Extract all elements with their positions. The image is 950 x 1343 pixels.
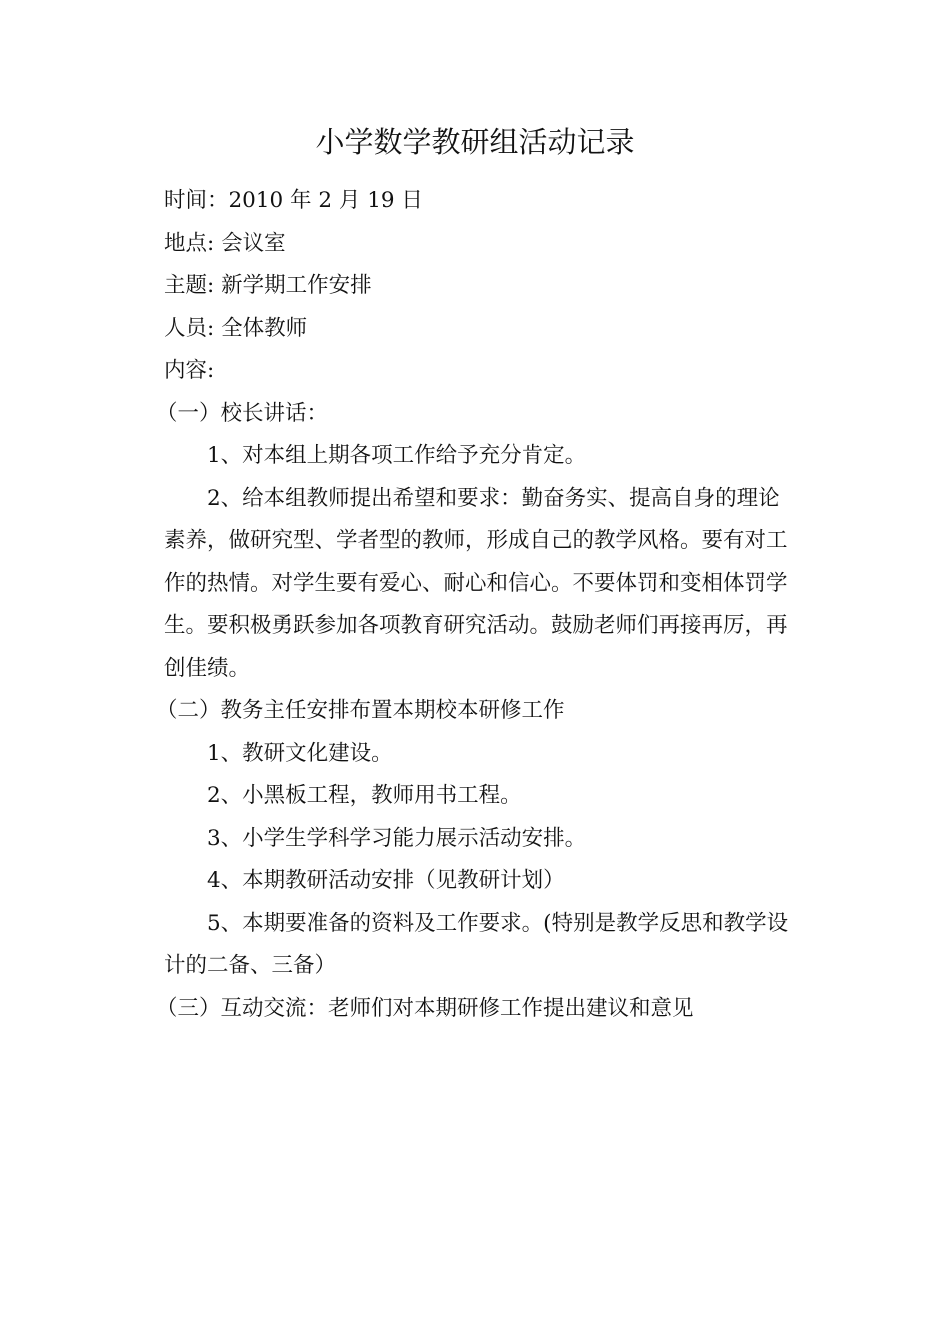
section-2-item-4: 4、本期教研活动安排（见教研计划） — [207, 868, 565, 893]
document-title: 小学数学教研组活动记录 — [315, 125, 635, 159]
section-heading-1: （一）校长讲话： — [156, 400, 329, 426]
meta-topic: 主题: 新学期工作安排 — [164, 273, 372, 298]
document-content — [156, 180, 794, 1030]
section-2-item-5: 5、本期要准备的资料及工作要求。(特别是教学反思和教学设计的二备、三备） — [164, 910, 789, 978]
section-heading-3: （三）互动交流：老师们对本期研修工作提出建议和意见 — [156, 995, 694, 1021]
section-heading-2: （二）教务主任安排布置本期校本研修工作 — [156, 698, 565, 723]
section-2-item-1: 1、教研文化建设。 — [207, 740, 393, 766]
section-2-item-3: 3、小学生学科学习能力展示活动安排。 — [207, 825, 587, 851]
section-1-item-1: 1、对本组上期各项工作给予充分肯定。 — [207, 443, 587, 468]
section-1-item-2: 2、给本组教师提出希望和要求：勤奋务实、提高自身的理论素养，做研究型、学者型的教师，形成自己的教学风格。要有对工作的热情。对学生要有爱心、耐心和信心。不要体罚和变相体罚学生。要积极勇跃参加各项教育研究活动。鼓励老师们再接再厉，再创佳绩。 — [164, 485, 788, 681]
meta-attendees: 人员: 全体教师 — [164, 315, 308, 341]
meta-content-label: 内容: — [164, 358, 215, 383]
section-2-item-2: 2、小黑板工程，教师用书工程。 — [207, 783, 522, 808]
meta-time: 时间：2010 年 2 月 19 日 — [164, 188, 423, 213]
meta-location: 地点: 会议室 — [164, 230, 286, 256]
